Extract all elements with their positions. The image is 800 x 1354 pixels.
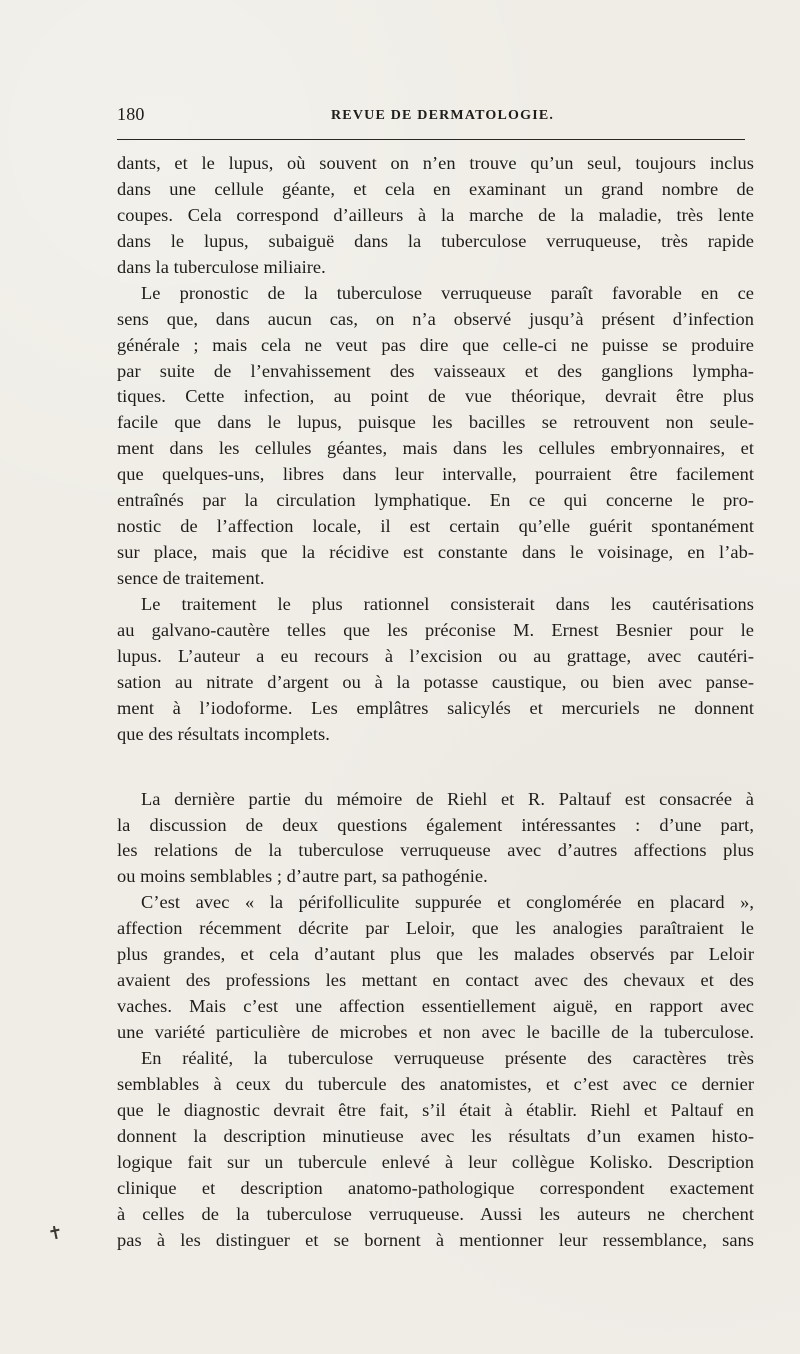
text-line: les relations de la tuberculose verruqueuse avec d’autres affections plus xyxy=(117,840,754,861)
text-line: que le diagnostic devrait être fait, s’il était à établir. Riehl et Paltauf en xyxy=(117,1099,754,1120)
text-line: ou moins semblables ; d’autre part, sa pathogénie. xyxy=(117,866,488,887)
header-rule xyxy=(117,139,745,140)
text-line: En réalité, la tuberculose verruqueuse présente des caractères très xyxy=(141,1047,754,1068)
text-line: plus grandes, et cela d’autant plus que les malades observés par Leloir xyxy=(117,944,754,965)
text-line: sation au nitrate d’argent ou à la potasse caustique, ou bien avec panse- xyxy=(117,671,754,692)
text-line: pas à les distinguer et se bornent à mentionner leur ressemblance, sans xyxy=(117,1229,754,1250)
running-head: REVUE DE DERMATOLOGIE. xyxy=(331,108,555,123)
text-line: au galvano-cautère telles que les préconise M. Ernest Besnier pour le xyxy=(117,619,754,640)
text-line: entraînés par la circulation lymphatique. En ce qui concerne le pro- xyxy=(117,490,754,511)
text-line: que des résultats incomplets. xyxy=(117,723,330,744)
text-line: par suite de l’envahissement des vaisseaux et des ganglions lympha- xyxy=(117,360,754,381)
text-line: sens que, dans aucun cas, on n’a observé jusqu’à présent d’infection xyxy=(117,308,754,329)
text-line: Le traitement le plus rationnel consisterait dans les cautérisations xyxy=(141,593,754,614)
text-line: coupes. Cela correspond d’ailleurs à la marche de la maladie, très lente xyxy=(117,204,754,225)
text-line: clinique et description anatomo-pathologique correspondent exactement xyxy=(117,1177,754,1198)
text-line: C’est avec « la périfolliculite suppurée et conglomérée en placard », xyxy=(141,892,754,913)
text-line: générale ; mais cela ne veut pas dire que celle-ci ne puisse se produire xyxy=(117,334,754,355)
text-line: affection récemment décrite par Leloir, que les analogies paraîtraient le xyxy=(117,918,754,939)
text-line: vaches. Mais c’est une affection essentiellement aiguë, en rapport avec xyxy=(117,996,754,1017)
main-text xyxy=(117,151,754,1253)
text-line: que quelques-uns, libres dans leur intervalle, pourraient être facilement xyxy=(117,464,754,485)
page-number: 180 xyxy=(117,104,145,124)
text-line: la discussion de deux questions également intéressantes : d’une part, xyxy=(117,814,754,835)
text-line: avaient des professions les mettant en contact avec des chevaux et des xyxy=(117,970,754,991)
text-line: dans le lupus, subaiguë dans la tuberculose verruqueuse, très rapide xyxy=(117,230,754,251)
text-line: tiques. Cette infection, au point de vue théorique, devrait être plus xyxy=(117,386,754,407)
text-line: sur place, mais que la récidive est constante dans le voisinage, en l’ab- xyxy=(117,542,754,563)
text-line: à celles de la tuberculose verruqueuse. Aussi les auteurs ne cherchent xyxy=(117,1203,754,1224)
text-line: sence de traitement. xyxy=(117,568,265,588)
text-line: logique fait sur un tubercule enlevé à leur collègue Kolisko. Description xyxy=(117,1151,754,1172)
text-line: dans la tuberculose miliaire. xyxy=(117,256,326,277)
text-line: Le pronostic de la tuberculose verruqueuse paraît favorable en ce xyxy=(141,282,754,303)
page-header xyxy=(117,100,746,124)
text-line: dans une cellule géante, et cela en examinant un grand nombre de xyxy=(117,178,754,199)
text-line: ment dans les cellules géantes, mais dans les cellules embryonnaires, et xyxy=(117,438,754,459)
text-line: semblables à ceux du tubercule des anatomistes, et c’est avec ce dernier xyxy=(117,1073,754,1094)
text-line: lupus. L’auteur a eu recours à l’excision ou au grattage, avec cautéri- xyxy=(117,645,754,666)
text-line: dants, et le lupus, où souvent on n’en trouve qu’un seul, toujours inclus xyxy=(117,153,754,173)
margin-mark: ✝ xyxy=(45,1221,65,1245)
text-line: La dernière partie du mémoire de Riehl et R. Paltauf est consacrée à xyxy=(141,788,754,809)
text-line: une variété particulière de microbes et non avec le bacille de la tuberculose. xyxy=(117,1022,754,1042)
section-gap xyxy=(117,748,754,787)
text-line: nostic de l’affection locale, il est certain qu’elle guérit spontanément xyxy=(117,516,754,537)
text-line: facile que dans le lupus, puisque les bacilles se retrouvent non seule- xyxy=(117,412,754,433)
text-line: ment à l’iodoforme. Les emplâtres salicylés et mercuriels ne donnent xyxy=(117,697,754,718)
text-line: donnent la description minutieuse avec les résultats d’un examen histo- xyxy=(117,1125,754,1146)
